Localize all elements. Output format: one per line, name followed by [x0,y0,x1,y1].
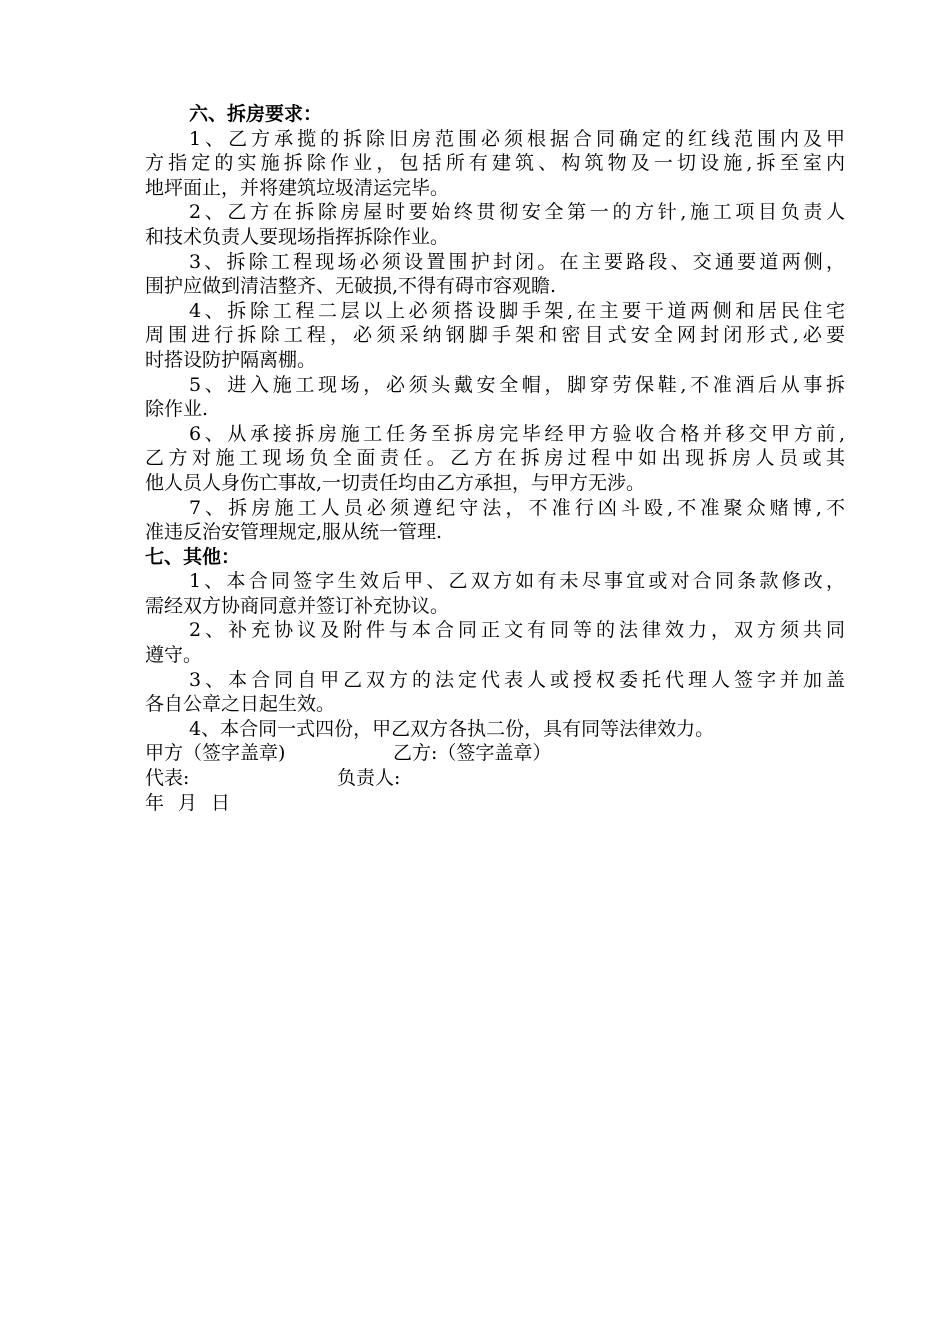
date-day-label: 日 [211,791,231,814]
text-line: 时搭设防护隔离棚。 [145,348,317,371]
text-line: 2、乙方在拆除房屋时要始终贯彻安全第一的方针,施工项目负责人 [189,201,845,224]
text-line: 2、补充协议及附件与本合同正文有同等的法律效力，双方须共同 [189,619,845,642]
signature-representatives-row [145,766,845,791]
text-line: 周围进行拆除工程，必须采纳钢脚手架和密目式安全网封闭形式,必要 [145,324,845,347]
representative-label: 代表: [145,767,190,790]
text-line: 各自公章之日起生效。 [145,693,336,716]
date-year-label: 年 [145,791,165,814]
paragraph-other-2 [145,618,845,667]
text-line: 3、拆除工程现场必须设置围护封闭。在主要路段、交通要道两侧， [189,250,845,273]
paragraph-item-4 [145,299,845,373]
document-page [145,102,845,815]
paragraph-other-3 [145,668,845,717]
paragraph-item-2 [145,200,845,249]
party-a-signature-label: 甲方（签字盖章) [145,742,286,765]
text-line: 准违反治安管理规定,服从统一管理. [145,521,443,544]
text-line: 地坪面止，并将建筑垃圾清运完毕。 [145,176,450,199]
paragraph-other-4 [145,717,845,742]
text-line: 需经双方协商同意并签订补充协议。 [145,594,450,617]
signature-parties-row [145,741,845,766]
person-in-charge-label: 负责人: [337,767,401,790]
paragraph-item-7 [145,496,845,545]
text-line: 乙方对施工现场负全面责任。乙方在拆房过程中如出现拆房人员或其 [145,447,845,470]
paragraph-item-1 [145,127,845,201]
date-month-label: 月 [178,791,198,814]
paragraph-item-6 [145,422,845,496]
text-line: 和技术负责人要现场指挥拆除作业。 [145,225,450,248]
text-line: 6、从承接拆房施工任务至拆房完毕经甲方验收合格并移交甲方前, [189,422,845,445]
text-line: 除作业. [145,398,209,421]
text-line: 围护应做到清洁整齐、无破损,不得有碍市容观瞻. [145,275,557,298]
party-b-signature-label: 乙方:（签字盖章） [393,742,552,765]
text-line: 他人员人身伤亡事故,一切责任均由乙方承担，与甲方无涉。 [145,471,646,494]
text-line: 方指定的实施拆除作业，包括所有建筑、构筑物及一切设施,拆至室内 [145,152,845,175]
text-line: 5、进入施工现场，必须头戴安全帽，脚穿劳保鞋,不准酒后从事拆 [189,373,845,396]
section-heading-requirements: 六、拆房要求： [189,103,323,125]
paragraph-item-3 [145,250,845,299]
section-heading-other: 七、其他： [145,545,241,568]
text-line: 遵守。 [145,644,203,667]
text-line: 4、拆除工程二层以上必须搭设脚手架,在主要干道两侧和居民住宅 [189,299,845,322]
paragraph-item-5 [145,373,845,422]
text-line: 1、本合同签字生效后甲、乙双方如有未尽事宜或对合同条款修改， [189,570,845,593]
paragraph-other-1 [145,569,845,618]
text-line: 1、乙方承揽的拆除旧房范围必须根据合同确定的红线范围内及甲 [189,127,845,150]
signature-date-row [145,791,845,816]
text-line: 3、本合同自甲乙双方的法定代表人或授权委托代理人签字并加盖 [189,668,845,691]
text-line: 7、拆房施工人员必须遵纪守法，不准行凶斗殴,不准聚众赌博,不 [189,496,845,519]
text-line: 4、本合同一式四份，甲乙双方各执二份，具有同等法律效力。 [189,717,715,740]
